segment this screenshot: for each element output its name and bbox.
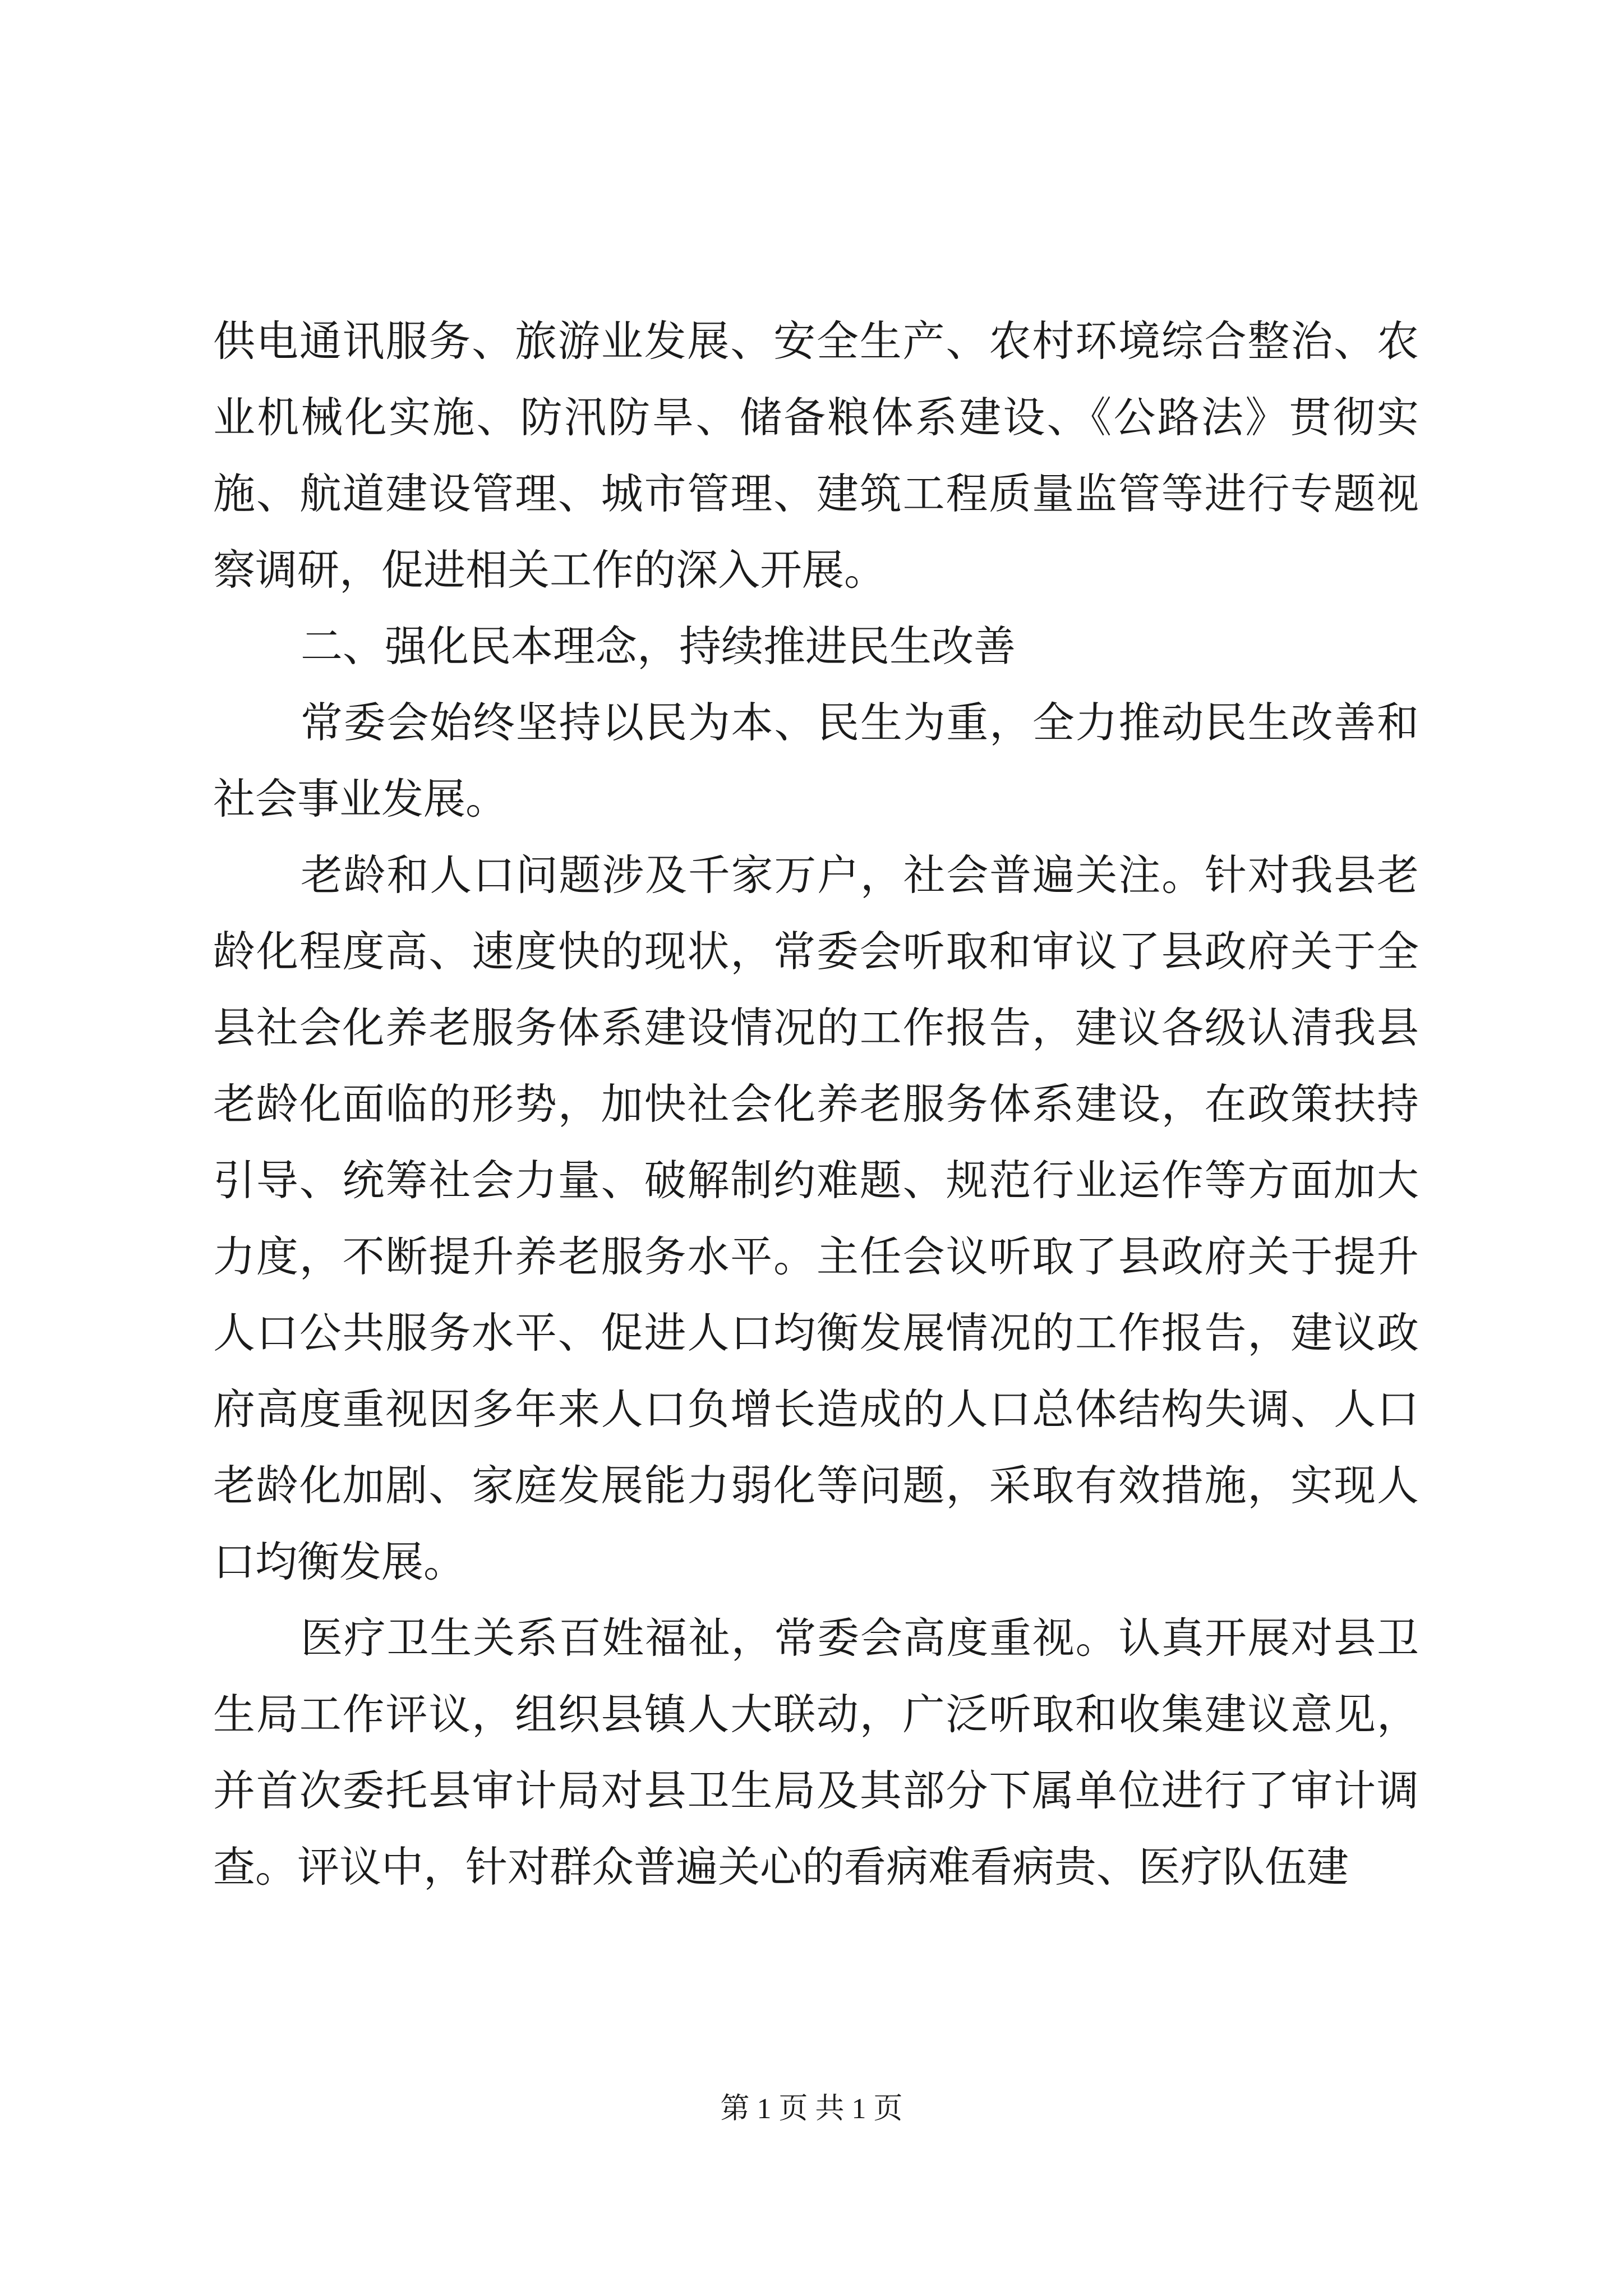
paragraph-3: 老龄和人口问题涉及千家万户，社会普遍关注。针对我县老龄化程度高、速度快的现状，常委会听取和审议了县政府关于全县社会化养老服务体系建设情况的工作报告，建议各级认清我县老龄化面临的形势，加快社会化养老服务体系建设，在政策扶持引导、统筹社会力量、破解制约难题、规范行业运作等方面加大力度，不断提升养老服务水平。主任会议听取了县政府关于提升人口公共服务水平、促进人口均衡发展情况的工作报告，建议政府高度重视因多年来人口负增长造成的人口总体结构失调、人口老龄化加剧、家庭发展能力弱化等问题，采取有效措施，实现人口均衡发展。 bbox=[213, 850, 1419, 1586]
page-footer: 第 1 页 共 1 页 bbox=[720, 2093, 903, 2125]
paragraph-2: 常委会始终坚持以民为本、民生为重，全力推动民生改善和社会事业发展。 bbox=[213, 698, 1419, 823]
document-body bbox=[213, 303, 1419, 1905]
paragraph-4: 医疗卫生关系百姓福祉，常委会高度重视。认真开展对县卫生局工作评议，组织县镇人大联动，广泛听取和收集建议意见，并首次委托县审计局对县卫生局及其部分下属单位进行了审计调查。评议中，针对群众普遍关心的看病难看病贵、医疗队伍建 bbox=[213, 1613, 1419, 1892]
section-heading: 二、强化民本理念，持续推进民生改善 bbox=[301, 622, 1016, 671]
paragraph-1: 供电通讯服务、旅游业发展、安全生产、农村环境综合整治、农业机械化实施、防汛防旱、储备粮体系建设、《公路法》贯彻实施、航道建设管理、城市管理、建筑工程质量监管等进行专题视察调研，促进相关工作的深入开展。 bbox=[213, 316, 1419, 595]
